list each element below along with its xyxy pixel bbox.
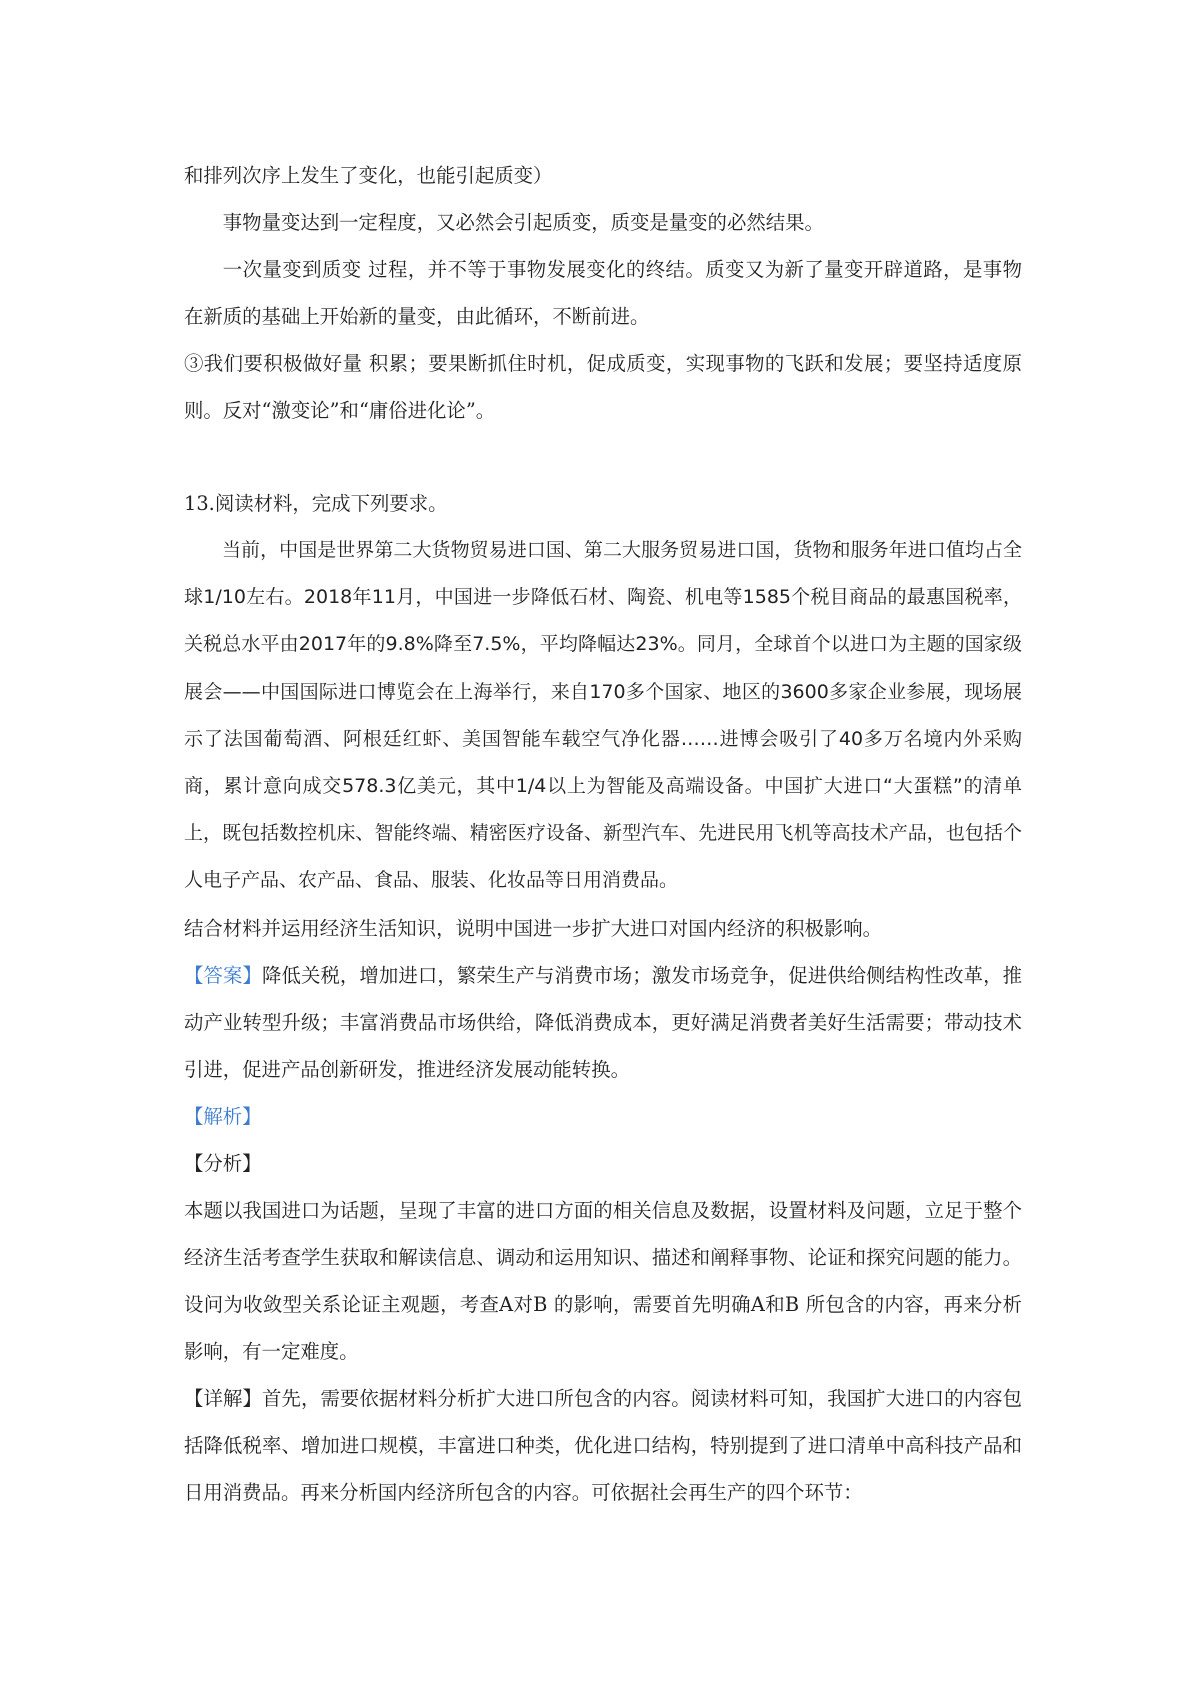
question-title: 13.阅读材料，完成下列要求。	[184, 492, 448, 515]
answer-text: 降低关税，增加进口，繁荣生产与消费市场；激发市场竞争，促进供给侧结构性改革，推动产业转型升级；丰富消费品市场供给，降低消费成本，更好满足消费者美好生活需要；带动技术引进，促进产品创新研发，推进经济发展动能转换。	[184, 963, 1023, 1081]
paragraph-cycle: 一次量变到质变 过程，并不等于事物发展变化的终结。质变又为新了量变开辟道路，是事物在新质的基础上开始新的量变，由此循环，不断前进。	[184, 258, 1022, 328]
question-prompt: 结合材料并运用经济生活知识，说明中国进一步扩大进口对国内经济的积极影响。	[184, 916, 883, 940]
answer-label: 【答案】	[184, 963, 262, 987]
question-material: 当前，中国是世界第二大货物贸易进口国、第二大服务贸易进口国，货物和服务年进口值均占全球1/10左右。2018年11月，中国进一步降低石材、陶瓷、机电等1585个税目商品的最惠国税率，关税总水平由2017年的9.8%降至7.5%，平均降幅达23%。同月，全球首个以进口为主题的国家级展会——中国国际进口博览会在上海举行，来自170多个国家、地区的3600多家企业参展，现场展示了法国葡萄酒、阿根廷红虾、美国智能车载空气净化器……进博会吸引了40多万名境内外采购商，累计意向成交578.3亿美元，其中1/4以上为智能及高端设备。中国扩大进口“大蛋糕”的清单上，既包括数控机床、智能终端、精密医疗设备、新型汽车、先进民用飞机等高技术产品，也包括个人电子产品、农产品、食品、服装、化妆品等日用消费品。	[184, 539, 1022, 892]
analysis-label: 【解析】	[184, 1104, 262, 1128]
paragraph-quantity-to-quality: 事物量变达到一定程度，又必然会引起质变，质变是量变的必然结果。	[222, 211, 824, 234]
analysis-sub-label: 【分析】	[184, 1151, 262, 1175]
analysis-heading	[184, 1093, 1022, 1140]
detail-label: 【详解】	[184, 1386, 262, 1410]
analysis-text: 本题以我国进口为话题，呈现了丰富的进口方面的相关信息及数据，设置材料及问题，立足于整个经济生活考查学生获取和解读信息、调动和运用知识、描述和阐释事物、论证和探究问题的能力。设问为收敛型关系论证主观题，考查A对B 的影响，需要首先明确A和B 所包含的内容，再来分析影响，有一定难度。	[184, 1198, 1022, 1363]
section-spacer	[184, 434, 1022, 480]
analysis-subheading	[184, 1140, 1022, 1187]
paragraph-methodology: ③我们要积极做好量 积累；要果断抓住时机，促成质变，实现事物的飞跃和发展；要坚持适度原则。反对“激变论”和“庸俗进化论”。	[184, 352, 1022, 422]
paragraph-quality-change-end: 和排列次序上发生了变化，也能引起质变）	[184, 164, 553, 187]
detail-text: 首先，需要依据材料分析扩大进口所包含的内容。阅读材料可知，我国扩大进口的内容包括降低税率、增加进口规模，丰富进口种类，优化进口结构，特别提到了进口清单中高科技产品和日用消费品。再来分析国内经济所包含的内容。可依据社会再生产的四个环节：	[184, 1386, 1023, 1504]
answer-paragraph	[184, 952, 1022, 1093]
detail-paragraph	[184, 1375, 1022, 1516]
document-content	[184, 152, 1022, 1516]
